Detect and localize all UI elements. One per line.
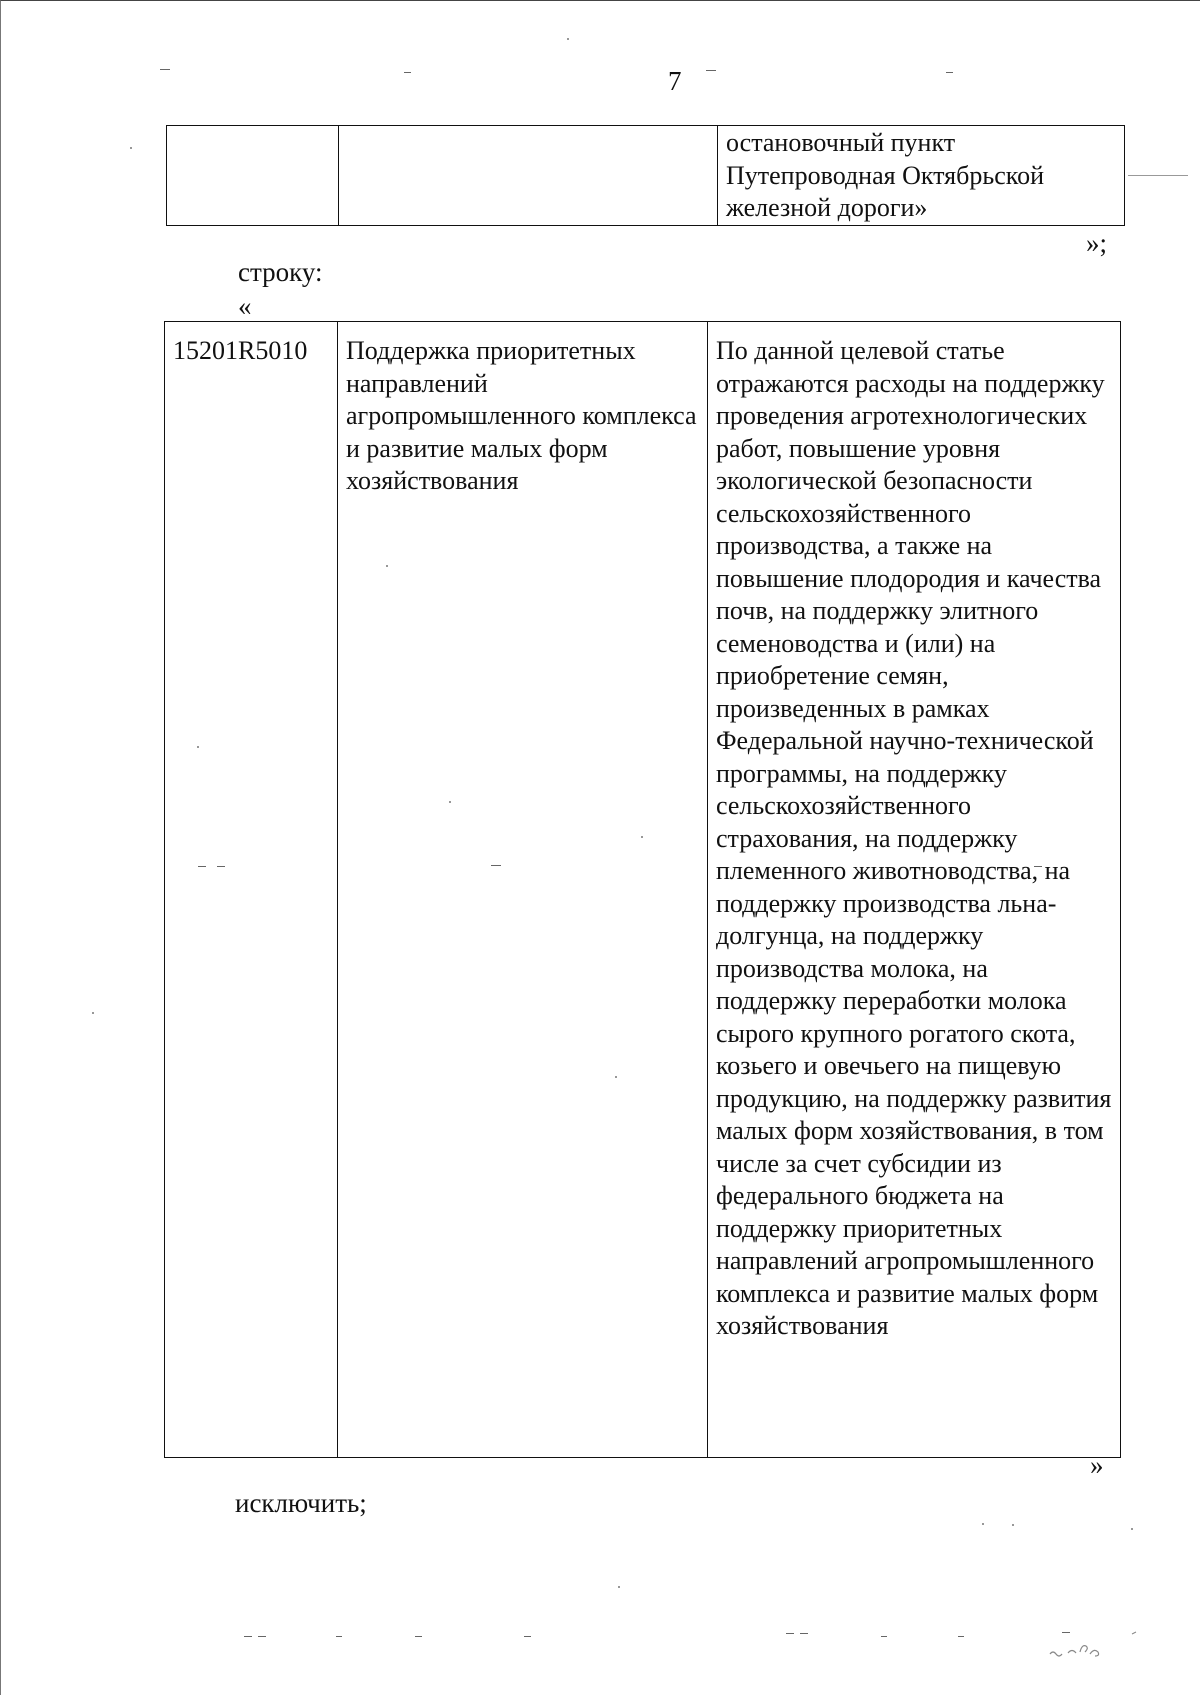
scan-artifact xyxy=(618,1586,620,1588)
scan-artifact xyxy=(786,1633,794,1634)
table-row xyxy=(167,126,1125,226)
table-row xyxy=(165,322,1121,1458)
code-cell xyxy=(167,126,339,226)
scan-artifact xyxy=(160,69,170,70)
scan-artifact xyxy=(982,1523,984,1525)
scan-artifact xyxy=(1128,175,1188,176)
closing-quote: »; xyxy=(1086,228,1108,258)
scan-artifact xyxy=(130,147,132,149)
instruction-label: строку: xyxy=(238,257,323,287)
scan-artifact xyxy=(800,1633,808,1634)
scan-artifact xyxy=(415,1636,422,1637)
scan-artifact xyxy=(258,1636,266,1637)
scan-artifact xyxy=(567,38,569,40)
scan-artifact xyxy=(1131,1528,1133,1530)
closing-quote: » xyxy=(1090,1450,1104,1480)
scan-artifact xyxy=(404,72,411,73)
description-cell: По данной целевой статье отражаются расходы на поддержку проведения агротехнологических работ, повышение уровня экологической безопасности сельскохозяйственного производства, а также на повышение плодородия и качества почв, на поддержку элитного семеноводства и (или) на приобретение семян, произведенных в рамках Федеральной научно-технической программы, на поддержку сельскохозяйственного страхования, на поддержку племенного животноводства, на поддержку производства льна-долгунца, на поддержку производства молока, на поддержку переработки молока сырого крупного рогатого скота, козьего и овечьего на пищевую продукцию, на поддержку развития малых форм хозяйствования, в том числе за счет субсидии из федерального бюджета на поддержку приоритетных направлений агропромышленного комплекса и развитие малых форм хозяйствования xyxy=(708,322,1121,1458)
name-cell: Поддержка приоритетных направлений агропромышленного комплекса и развитие малых форм хозяйствования xyxy=(338,322,708,1458)
scan-artifact xyxy=(958,1636,964,1637)
code-cell: 15201R5010 xyxy=(165,322,338,1458)
scan-stamp-mark xyxy=(1040,1630,1140,1662)
name-cell xyxy=(339,126,718,226)
scan-artifact xyxy=(92,1012,94,1014)
scan-artifact xyxy=(1012,1524,1014,1526)
budget-classification-table xyxy=(164,321,1121,1458)
page-number: 7 xyxy=(668,66,682,96)
action-text: исключить; xyxy=(235,1488,367,1518)
scan-artifact xyxy=(946,72,953,73)
scan-artifact xyxy=(881,1636,887,1637)
opening-quote: « xyxy=(238,291,252,321)
scan-artifact xyxy=(336,1636,342,1637)
scan-artifact xyxy=(706,70,716,71)
description-cell: остановочный пункт Путепроводная Октябрьской железной дороги» xyxy=(718,126,1125,226)
scan-artifact xyxy=(524,1636,531,1637)
scan-artifact xyxy=(244,1636,252,1637)
previous-entry-table xyxy=(166,125,1125,226)
